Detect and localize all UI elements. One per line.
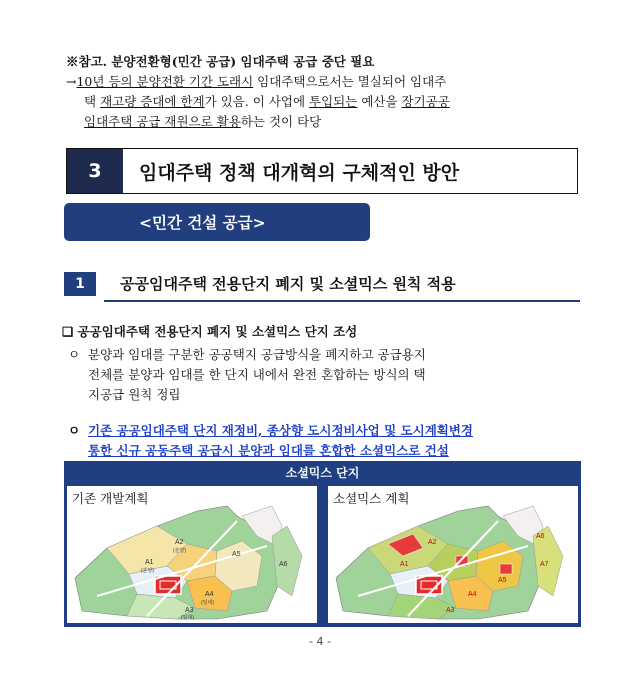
- map-block-label: A3: [185, 607, 194, 614]
- item-heading: ❑ 공공임대주택 전용단지 폐지 및 소셜믹스 단지 조성: [62, 324, 358, 339]
- map-block-label: A1: [145, 559, 154, 566]
- note-line-1: ※참고. 분양전환형(민간 공급) 임대주택 공급 중단 필요: [66, 54, 375, 69]
- subsection-number: 1: [64, 272, 96, 296]
- social-mix-panel: [328, 486, 578, 623]
- map-tag-label: (임대): [201, 600, 214, 606]
- map-block-label: A5: [498, 577, 507, 584]
- subsection-underline: [104, 300, 580, 302]
- subsection-heading: [64, 270, 580, 302]
- map-block-label: A4: [468, 591, 477, 598]
- map-block-label: A7: [540, 561, 549, 568]
- bullet-marker: ㅇ: [68, 423, 81, 438]
- bullet-marker: ㅇ: [68, 347, 81, 362]
- item-paragraph: [62, 345, 588, 405]
- existing-plan-panel: [67, 486, 317, 623]
- subsection-title: 공공임대주택 전용단지 폐지 및 소셜믹스 원칙 적용: [120, 275, 456, 293]
- section-number: 3: [67, 149, 123, 193]
- reference-note: [66, 52, 596, 132]
- map-block-label: A4: [205, 591, 214, 598]
- map-block-label: A6: [279, 561, 288, 568]
- highlight-line: 통한 신규 공동주택 공급시 분양과 임대를 혼합한 소셜믹스로 건설: [88, 443, 449, 458]
- figure-header: 소셜믹스 단지: [285, 466, 360, 480]
- page-number: - 4 -: [309, 635, 331, 648]
- category-pill: <민간 건설 공급>: [64, 203, 370, 241]
- map-block-label: A1: [400, 561, 409, 568]
- social-mix-figure: [64, 461, 581, 627]
- paragraph-line: 전체를 분양과 임대를 한 단지 내에서 완전 혼합하는 방식의 택: [88, 367, 426, 382]
- section-heading: [66, 148, 578, 194]
- existing-plan-label: 기존 개발계획: [72, 491, 149, 506]
- note-line-3: 택 재고량 증대에 한계가 있음. 이 사업에 투입되는 예산을 장기공공: [84, 94, 450, 109]
- map-block-label: A5: [232, 551, 241, 558]
- map-block-label: A2: [175, 539, 184, 546]
- map-tag-label: (분양): [173, 548, 186, 554]
- map-tag-label: (분양): [141, 568, 154, 574]
- note-line-2: →10년 등의 분양전환 기간 도래시 임대주택으로서는 멸실되어 임대주: [66, 74, 447, 89]
- paragraph-line: 분양과 임대를 구분한 공공택지 공급방식을 폐지하고 공급용지: [88, 347, 426, 362]
- highlight-line: 기존 공공임대주택 단지 재정비, 종상향 도시정비사업 및 도시계획변경: [88, 423, 473, 438]
- map-tag-label: (임대): [181, 615, 194, 621]
- social-mix-label: 소셜믹스 계획: [333, 491, 410, 506]
- map-block-label: A2: [428, 539, 437, 546]
- paragraph-line: 지공급 원칙 정립: [88, 387, 181, 402]
- highlight-paragraph: [62, 421, 588, 461]
- map-block-label: A6: [536, 533, 545, 540]
- note-line-4: 임대주택 공급 재원으로 활용하는 것이 타당: [84, 114, 322, 129]
- map-block-label: A3: [446, 607, 455, 614]
- section-title: 임대주택 정책 대개혁의 구체적인 방안: [139, 161, 460, 184]
